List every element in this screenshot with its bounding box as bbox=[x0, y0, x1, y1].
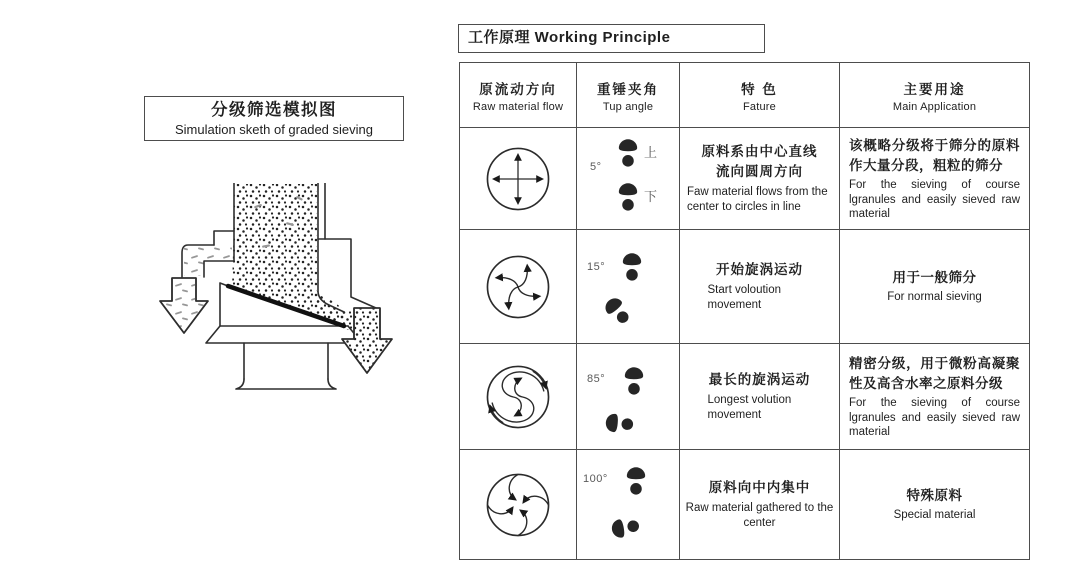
flow-direction-cell bbox=[460, 344, 577, 450]
angle-value: 100° bbox=[583, 472, 608, 485]
application-zh: 用于一般筛分 bbox=[892, 270, 977, 286]
tup-icon bbox=[621, 251, 643, 284]
flow-icon-swirl-inward bbox=[481, 468, 555, 542]
tup-angle-cell bbox=[577, 344, 680, 450]
application-en: Special material bbox=[893, 509, 976, 522]
feature-en: Longest volution movement bbox=[707, 394, 792, 422]
angle-value: 5° bbox=[590, 160, 602, 173]
header-main-application bbox=[840, 63, 1030, 128]
tup-angle-cell bbox=[577, 128, 680, 230]
table-row bbox=[460, 230, 1030, 344]
tup-icon bbox=[617, 137, 639, 170]
feature-en: Raw material gathered to the center bbox=[685, 502, 834, 530]
left-diagram-title-box bbox=[144, 96, 404, 141]
tup-angle-cell bbox=[577, 450, 680, 560]
tup-icon bbox=[625, 465, 647, 498]
angle-value: 85° bbox=[587, 372, 606, 385]
table-row bbox=[460, 450, 1030, 560]
header-zh: 重锤夹角 bbox=[597, 81, 659, 97]
application-en: For normal sieving bbox=[887, 291, 982, 304]
feature-cell bbox=[680, 450, 840, 560]
feature-cell bbox=[680, 128, 840, 230]
application-zh: 精密分级，用于微粉高凝聚性及高含水率之原料分级 bbox=[849, 355, 1020, 391]
header-zh: 原流动方向 bbox=[479, 81, 557, 97]
tup-label-down: 下 bbox=[644, 188, 658, 204]
flow-direction-cell bbox=[460, 450, 577, 560]
header-feature bbox=[680, 63, 840, 128]
feature-zh: 原料向中内集中 bbox=[708, 479, 811, 495]
header-en: Main Application bbox=[892, 100, 977, 113]
header-zh: 特 色 bbox=[741, 81, 778, 97]
angle-value: 15° bbox=[587, 260, 606, 273]
application-en: For the sieving of course lgranules and easily sieved raw material bbox=[849, 179, 1020, 220]
header-en: Raw material flow bbox=[472, 100, 564, 113]
header-en: Fature bbox=[743, 100, 776, 113]
feature-en: Start voloution movement bbox=[707, 284, 782, 312]
header-raw-material-flow bbox=[460, 63, 577, 128]
feature-zh: 流向圆周方向 bbox=[716, 164, 803, 180]
application-zh: 特殊原料 bbox=[906, 488, 963, 504]
feature-cell bbox=[680, 344, 840, 450]
working-principle-table bbox=[459, 62, 1030, 560]
working-principle-title-box bbox=[458, 24, 765, 53]
application-zh: 该概略分级将于筛分的原料作大量分段，粗粒的筛分 bbox=[849, 137, 1020, 173]
sieving-machine-diagram bbox=[158, 183, 402, 403]
fine-outlet-arrow bbox=[160, 278, 208, 333]
header-tup-angle bbox=[577, 63, 680, 128]
tup-icon-rotated bbox=[599, 291, 637, 330]
tup-icon bbox=[623, 365, 645, 398]
feature-zh: 最长的旋涡运动 bbox=[708, 371, 811, 387]
flow-icon-long-volution bbox=[481, 360, 555, 434]
flow-icon-swirl-outward bbox=[481, 250, 555, 324]
flow-direction-cell bbox=[460, 128, 577, 230]
application-cell bbox=[840, 230, 1030, 344]
left-title-en: Simulation sketh of graded sieving bbox=[174, 121, 373, 137]
feature-zh: 开始旋涡运动 bbox=[716, 261, 803, 277]
header-zh: 主要用途 bbox=[903, 81, 966, 97]
tup-icon bbox=[617, 181, 639, 214]
flow-direction-cell bbox=[460, 230, 577, 344]
feature-cell bbox=[680, 230, 840, 344]
table-row bbox=[460, 344, 1030, 450]
application-cell bbox=[840, 450, 1030, 560]
tup-icon-rotated bbox=[608, 513, 644, 540]
tup-angle-cell bbox=[577, 230, 680, 344]
application-cell bbox=[840, 128, 1030, 230]
left-title-zh: 分级筛选模拟图 bbox=[211, 101, 337, 119]
feature-en: Faw material flows from the center to circles in line bbox=[687, 186, 828, 214]
flow-icon-radial-outward bbox=[481, 142, 555, 216]
application-en: For the sieving of course lgranules and easily sieved raw material bbox=[849, 397, 1020, 438]
tup-icon-rotated bbox=[603, 411, 638, 436]
feature-zh: 原料系由中心直线 bbox=[701, 143, 818, 159]
header-en: Tup angle bbox=[602, 100, 654, 113]
tup-label-up: 上 bbox=[644, 144, 658, 160]
table-header-row bbox=[460, 63, 1030, 128]
table-row bbox=[460, 128, 1030, 230]
application-cell bbox=[840, 344, 1030, 450]
working-principle-title: 工作原理 Working Principle bbox=[468, 29, 671, 46]
